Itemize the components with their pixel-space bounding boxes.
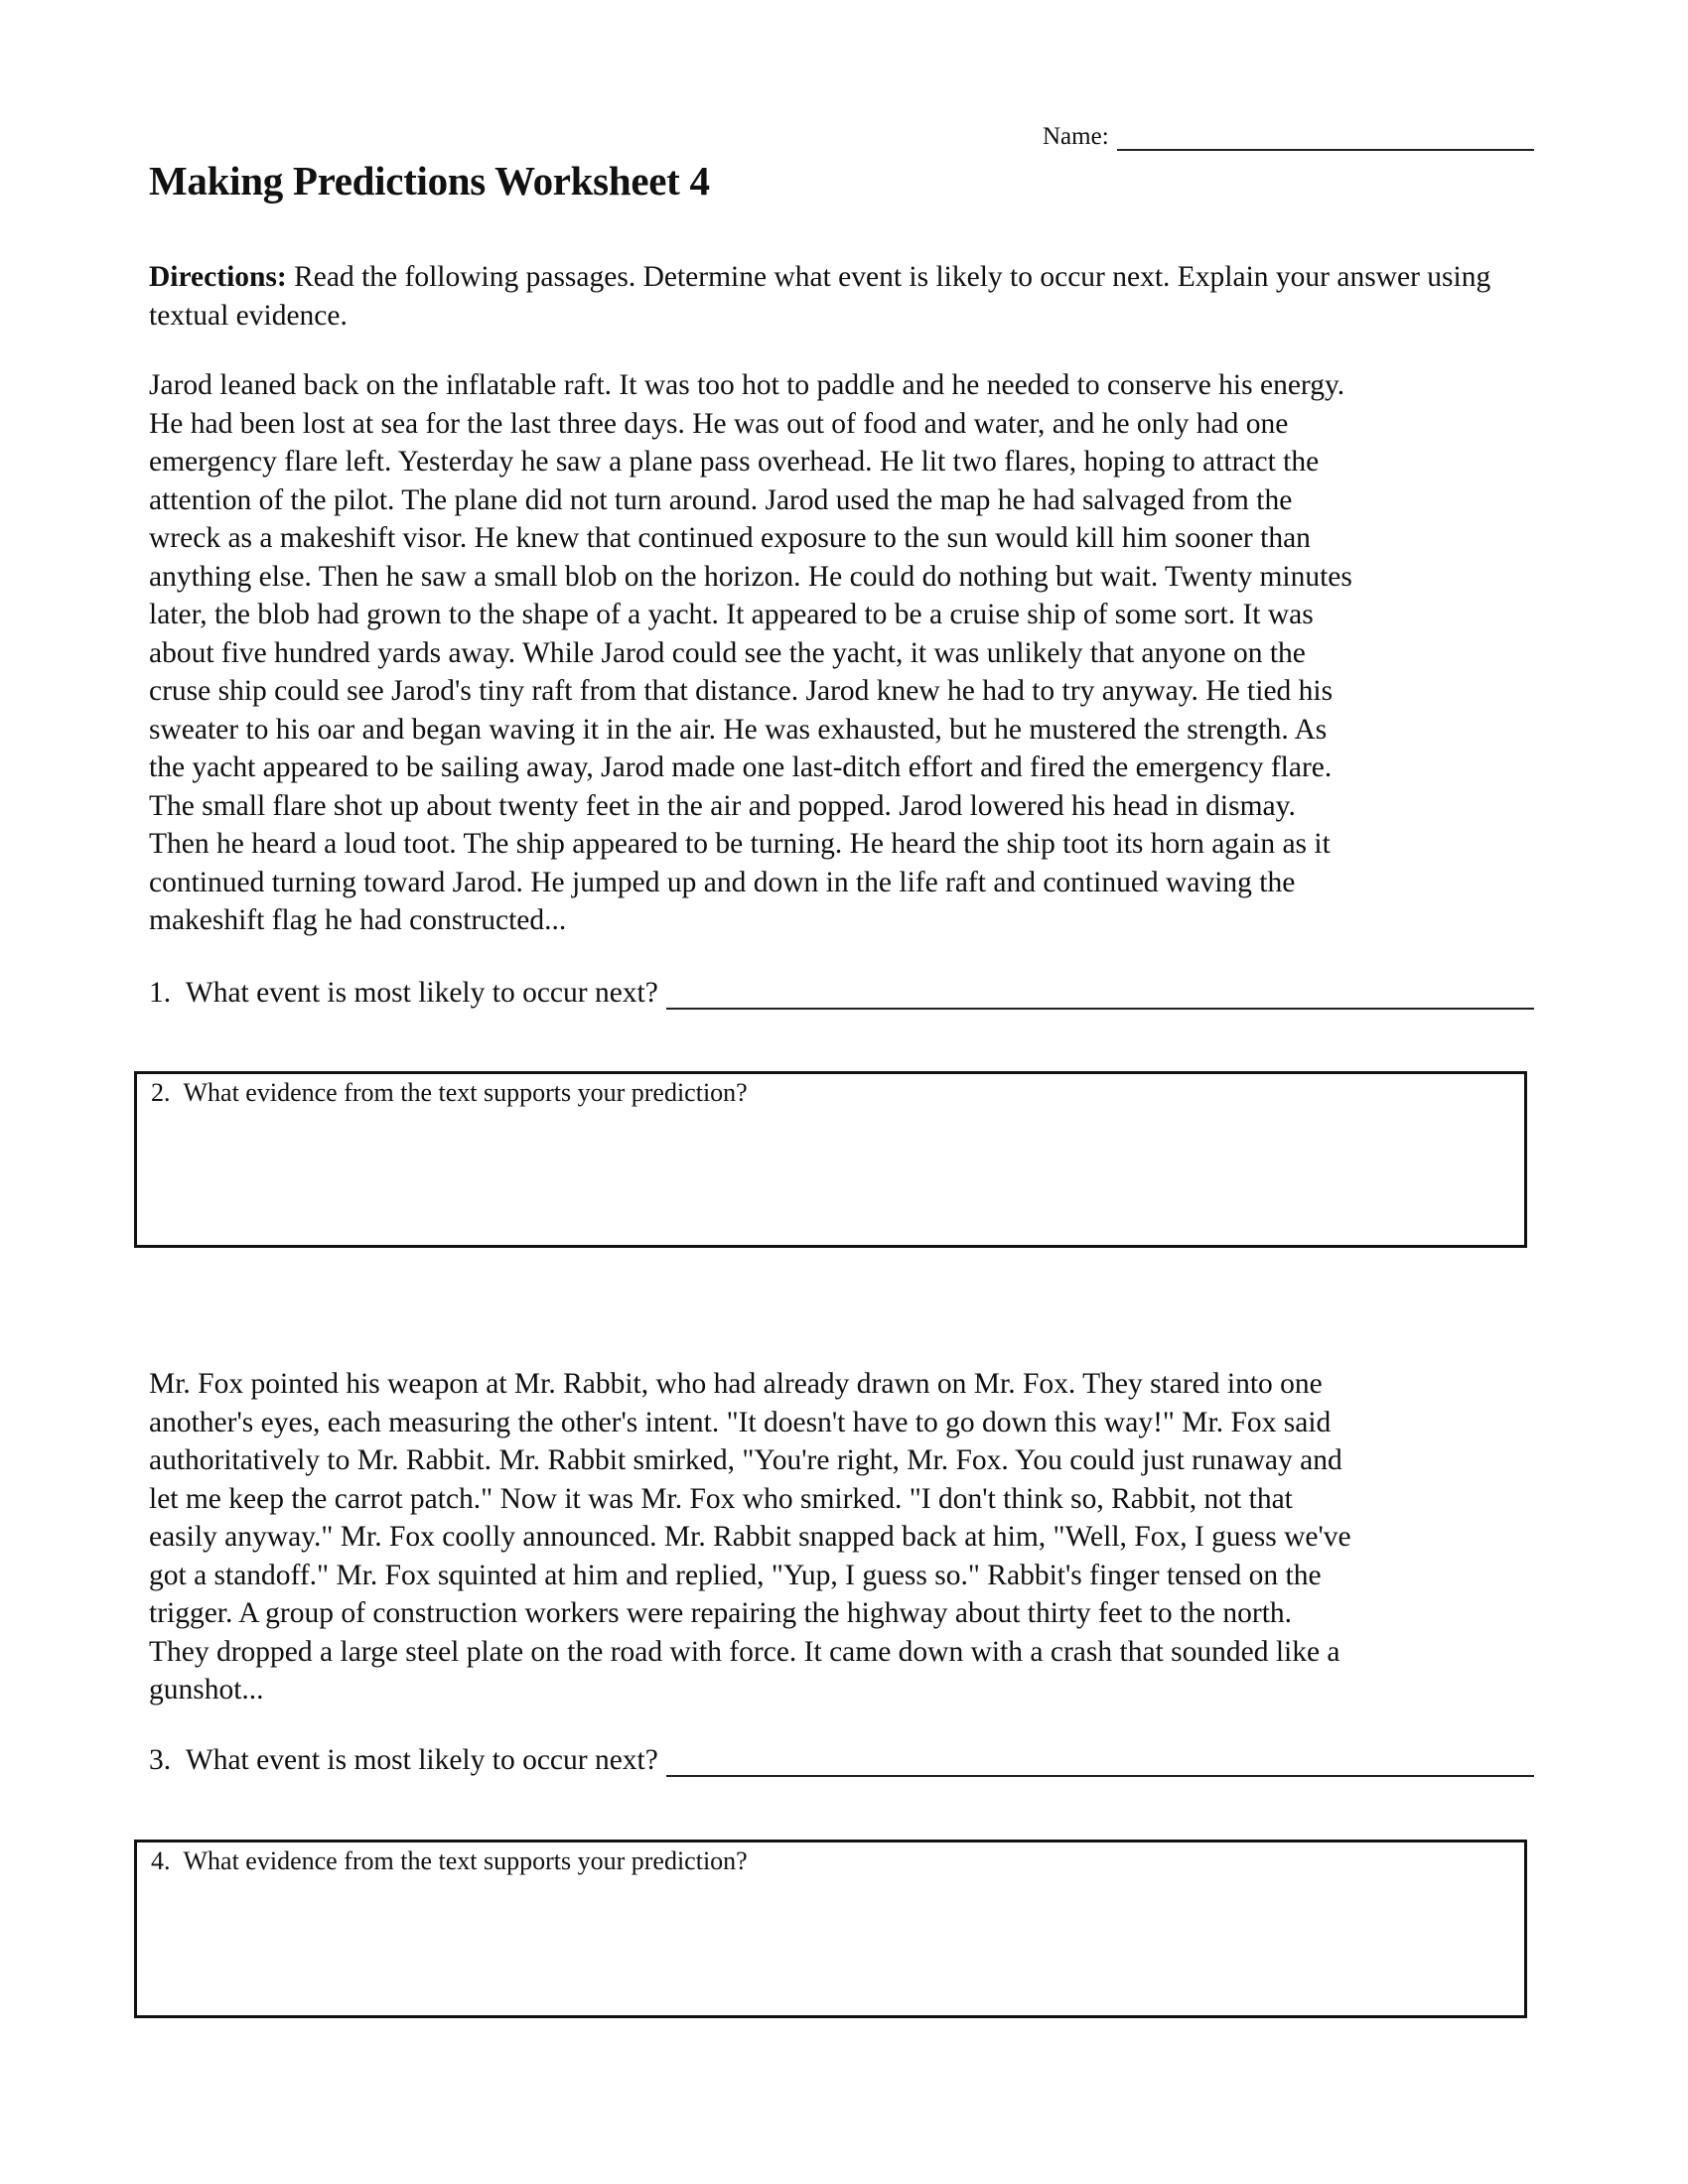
passage-line: wreck as a makeshift visor. He knew that continued exposure to the sun would kill him sooner than bbox=[149, 522, 1311, 554]
name-input-line[interactable] bbox=[1117, 127, 1534, 151]
passage-line: easily anyway." Mr. Fox coolly announced. Mr. Rabbit snapped back at him, "Well, Fox, I guess we've bbox=[149, 1521, 1351, 1553]
passage-line: later, the blob had grown to the shape of a yacht. It appeared to be a cruise ship of some sort. It was bbox=[149, 599, 1314, 630]
passage-line: The small flare shot up about twenty feet in the air and popped. Jarod lowered his head in dismay. bbox=[149, 789, 1296, 822]
directions bbox=[149, 258, 1549, 335]
answer-box-4[interactable] bbox=[134, 1840, 1527, 2018]
passage-line: They dropped a large steel plate on the road with force. It came down with a crash that sounded like a bbox=[149, 1635, 1340, 1668]
passage-line: emergency flare left. Yesterday he saw a plane pass overhead. He lit two flares, hoping to attract the bbox=[149, 446, 1320, 478]
answer-box-2[interactable] bbox=[134, 1071, 1527, 1248]
question-2 bbox=[137, 1074, 1524, 1108]
passage-line: authoritatively to Mr. Rabbit. Mr. Rabbit smirked, "You're right, Mr. Fox. You could just runaway and bbox=[149, 1444, 1342, 1476]
passage-line: He had been lost at sea for the last three days. He was out of food and water, and he only had one bbox=[149, 407, 1289, 440]
question-3 bbox=[149, 1744, 1534, 1777]
question-4 bbox=[137, 1843, 1524, 1876]
passage-line: Jarod leaned back on the inflatable raft. It was too hot to paddle and he needed to conserve his energy. bbox=[149, 369, 1345, 401]
passage-line: about five hundred yards away. While Jarod could see the yacht, it was unlikely that anyone on the bbox=[149, 636, 1306, 669]
passage-line: Mr. Fox pointed his weapon at Mr. Rabbit, who had already drawn on Mr. Fox. They stared into one bbox=[149, 1368, 1323, 1400]
question-1 bbox=[149, 977, 1534, 1010]
page-title: Making Predictions Worksheet 4 bbox=[149, 158, 710, 204]
question-text: What event is most likely to occur next? bbox=[185, 1744, 658, 1776]
passage-line: makeshift flag he had constructed... bbox=[149, 904, 567, 936]
passage-line: anything else. Then he saw a small blob on the horizon. He could do nothing but wait. Twenty minutes bbox=[149, 560, 1352, 593]
passage-line: another's eyes, each measuring the other's intent. "It doesn't have to go down this way!" Mr. Fox said bbox=[149, 1406, 1332, 1438]
passage-line: let me keep the carrot patch." Now it was Mr. Fox who smirked. "I don't think so, Rabbit, not that bbox=[149, 1482, 1293, 1515]
question-text: What evidence from the text supports your prediction? bbox=[183, 1078, 748, 1107]
passage-line: attention of the pilot. The plane did not turn around. Jarod used the map he had salvaged from the bbox=[149, 483, 1293, 516]
passage-line: continued turning toward Jarod. He jumped up and down in the life raft and continued waving the bbox=[149, 866, 1296, 898]
passage-line: got a standoff." Mr. Fox squinted at him and replied, "Yup, I guess so." Rabbit's finger tensed on the bbox=[149, 1559, 1322, 1591]
passage-2 bbox=[149, 1365, 1549, 1709]
name-field bbox=[1043, 123, 1534, 151]
passage-line: cruse ship could see Jarod's tiny raft from that distance. Jarod knew he had to try anyway. He tied his bbox=[149, 675, 1334, 707]
passage-line: gunshot... bbox=[149, 1674, 264, 1706]
question-text: What event is most likely to occur next? bbox=[185, 977, 658, 1009]
directions-text: Read the following passages. Determine what event is likely to occur next. Explain your answer using textual evidence. bbox=[149, 261, 1491, 332]
answer-line-3[interactable] bbox=[666, 1749, 1534, 1777]
question-number: 3. bbox=[149, 1744, 172, 1776]
question-text: What evidence from the text supports your prediction? bbox=[183, 1846, 748, 1875]
passage-line: the yacht appeared to be sailing away, Jarod made one last-ditch effort and fired the emergency flare. bbox=[149, 751, 1333, 783]
question-number: 4. bbox=[151, 1846, 171, 1875]
passage-line: Then he heard a loud toot. The ship appeared to be turning. He heard the ship toot its horn again as it bbox=[149, 828, 1331, 860]
passage-line: trigger. A group of construction workers were repairing the highway about thirty feet to the north. bbox=[149, 1597, 1293, 1629]
passage-line: sweater to his oar and began waving it in the air. He was exhausted, but he mustered the strength. As bbox=[149, 713, 1328, 746]
name-label: Name: bbox=[1043, 123, 1109, 150]
passage-1 bbox=[149, 366, 1549, 940]
question-number: 1. bbox=[149, 977, 172, 1009]
directions-label: Directions: bbox=[149, 261, 287, 293]
question-number: 2. bbox=[151, 1078, 171, 1107]
answer-line-1[interactable] bbox=[666, 982, 1534, 1010]
